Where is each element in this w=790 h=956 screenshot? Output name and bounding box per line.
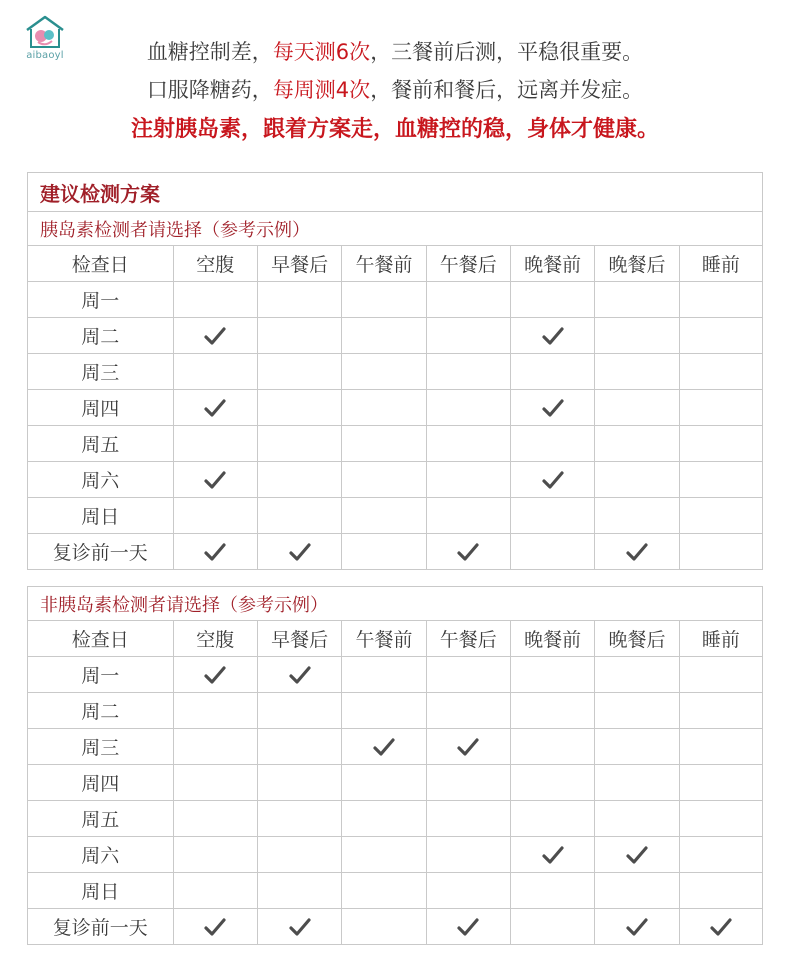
check-cell (510, 390, 594, 426)
check-cell (426, 282, 510, 318)
table-row (28, 354, 763, 390)
non-insulin-plan-table (27, 586, 763, 945)
checkmark-icon (204, 917, 226, 937)
checkmark-icon (542, 398, 564, 418)
checkmark-icon (204, 470, 226, 490)
day-label: 周六 (28, 837, 174, 873)
check-cell (595, 426, 679, 462)
check-cell (342, 657, 426, 693)
check-cell (595, 729, 679, 765)
table-row (28, 282, 763, 318)
check-cell (342, 426, 426, 462)
checkmark-icon (204, 665, 226, 685)
table-row (28, 534, 763, 570)
check-cell (426, 693, 510, 729)
check-cell (257, 426, 341, 462)
check-cell (342, 318, 426, 354)
check-cell (257, 318, 341, 354)
check-cell (257, 390, 341, 426)
checkmark-icon (204, 326, 226, 346)
checkmark-icon (626, 917, 648, 937)
table-row (28, 462, 763, 498)
column-header: 午餐前 (342, 246, 426, 282)
intro-line-1: 血糖控制差，每天测6次，三餐前后测，平稳很重要。 (146, 40, 644, 64)
check-cell (595, 462, 679, 498)
check-cell (595, 534, 679, 570)
column-header: 午餐后 (426, 621, 510, 657)
check-cell (173, 282, 257, 318)
day-label: 周四 (28, 390, 174, 426)
check-cell (679, 462, 762, 498)
check-cell (510, 498, 594, 534)
table-row (28, 837, 763, 873)
check-cell (257, 909, 341, 945)
check-cell (679, 354, 762, 390)
check-cell (257, 873, 341, 909)
check-cell (426, 534, 510, 570)
check-cell (257, 765, 341, 801)
check-cell (173, 534, 257, 570)
day-label: 周四 (28, 765, 174, 801)
checkmark-icon (626, 542, 648, 562)
check-cell (426, 837, 510, 873)
check-cell (173, 873, 257, 909)
check-cell (510, 534, 594, 570)
check-cell (510, 693, 594, 729)
check-cell (173, 354, 257, 390)
check-cell (342, 390, 426, 426)
day-label: 周二 (28, 318, 174, 354)
check-cell (510, 462, 594, 498)
check-cell (595, 693, 679, 729)
checkmark-icon (626, 845, 648, 865)
day-label: 周一 (28, 657, 174, 693)
check-cell (257, 657, 341, 693)
check-cell (257, 693, 341, 729)
column-header: 晚餐前 (510, 621, 594, 657)
day-label: 复诊前一天 (28, 534, 174, 570)
check-cell (173, 837, 257, 873)
intro-line-3: 注射胰岛素，跟着方案走，血糖控的稳，身体才健康。 (130, 117, 659, 142)
insulin-subtitle: 胰岛素检测者请选择（参考示例） (28, 212, 763, 246)
check-cell (342, 498, 426, 534)
day-label: 周五 (28, 426, 174, 462)
table-row (28, 498, 763, 534)
check-cell (679, 426, 762, 462)
check-cell (510, 801, 594, 837)
checkmark-icon (457, 737, 479, 757)
check-cell (342, 534, 426, 570)
header-row (28, 621, 763, 657)
day-label: 复诊前一天 (28, 909, 174, 945)
checkmark-icon (373, 737, 395, 757)
check-cell (173, 426, 257, 462)
table-row (28, 426, 763, 462)
check-cell (342, 729, 426, 765)
checkmark-icon (542, 845, 564, 865)
check-cell (257, 354, 341, 390)
column-header: 睡前 (679, 621, 762, 657)
check-cell (679, 498, 762, 534)
table-row (28, 765, 763, 801)
column-header: 午餐后 (426, 246, 510, 282)
checkmark-icon (204, 542, 226, 562)
table-row (28, 318, 763, 354)
check-cell (595, 390, 679, 426)
check-cell (342, 765, 426, 801)
checkmark-icon (542, 326, 564, 346)
check-cell (257, 801, 341, 837)
check-cell (679, 693, 762, 729)
check-cell (257, 534, 341, 570)
table-row (28, 390, 763, 426)
check-cell (342, 801, 426, 837)
table-row (28, 873, 763, 909)
column-header: 晚餐后 (595, 621, 679, 657)
check-cell (342, 837, 426, 873)
check-cell (342, 873, 426, 909)
non-insulin-subtitle: 非胰岛素检测者请选择（参考示例） (28, 587, 763, 621)
check-cell (510, 657, 594, 693)
column-header: 检查日 (28, 621, 174, 657)
check-cell (679, 801, 762, 837)
intro-line-2: 口服降糖药，每周测4次，餐前和餐后，远离并发症。 (146, 78, 644, 102)
check-cell (510, 426, 594, 462)
column-header: 晚餐后 (595, 246, 679, 282)
checkmark-icon (542, 470, 564, 490)
day-label: 周五 (28, 801, 174, 837)
check-cell (257, 462, 341, 498)
day-label: 周日 (28, 498, 174, 534)
check-cell (426, 390, 510, 426)
check-cell (342, 909, 426, 945)
check-cell (679, 282, 762, 318)
check-cell (510, 873, 594, 909)
checkmark-icon (289, 665, 311, 685)
check-cell (426, 765, 510, 801)
column-header: 检查日 (28, 246, 174, 282)
day-label: 周六 (28, 462, 174, 498)
header-row (28, 246, 763, 282)
plan-title: 建议检测方案 (28, 173, 763, 212)
check-cell (426, 462, 510, 498)
check-cell (173, 462, 257, 498)
check-cell (342, 282, 426, 318)
check-cell (595, 837, 679, 873)
check-cell (173, 801, 257, 837)
check-cell (173, 765, 257, 801)
column-header: 空腹 (173, 621, 257, 657)
check-cell (426, 801, 510, 837)
checkmark-icon (457, 542, 479, 562)
table-row (28, 909, 763, 945)
column-header: 睡前 (679, 246, 762, 282)
check-cell (595, 282, 679, 318)
column-header: 空腹 (173, 246, 257, 282)
check-cell (679, 534, 762, 570)
day-label: 周三 (28, 354, 174, 390)
check-cell (595, 909, 679, 945)
table-row (28, 693, 763, 729)
check-cell (173, 909, 257, 945)
day-label: 周日 (28, 873, 174, 909)
column-header: 早餐后 (257, 621, 341, 657)
check-cell (679, 837, 762, 873)
check-cell (173, 729, 257, 765)
day-label: 周二 (28, 693, 174, 729)
check-cell (679, 873, 762, 909)
insulin-plan-table (27, 172, 763, 570)
checkmark-icon (204, 398, 226, 418)
check-cell (173, 693, 257, 729)
check-cell (679, 765, 762, 801)
check-cell (595, 354, 679, 390)
brand-name: aibaoyl (26, 50, 64, 61)
check-cell (426, 657, 510, 693)
check-cell (426, 426, 510, 462)
table-row (28, 657, 763, 693)
check-cell (173, 657, 257, 693)
check-cell (342, 354, 426, 390)
check-cell (679, 657, 762, 693)
table-row (28, 801, 763, 837)
check-cell (342, 693, 426, 729)
check-cell (510, 729, 594, 765)
check-cell (426, 729, 510, 765)
check-cell (510, 837, 594, 873)
check-cell (595, 657, 679, 693)
check-cell (595, 801, 679, 837)
check-cell (257, 729, 341, 765)
check-cell (426, 873, 510, 909)
check-cell (510, 909, 594, 945)
checkmark-icon (457, 917, 479, 937)
check-cell (342, 462, 426, 498)
checkmark-icon (289, 542, 311, 562)
check-cell (510, 282, 594, 318)
check-cell (426, 354, 510, 390)
check-cell (257, 498, 341, 534)
check-cell (595, 873, 679, 909)
checkmark-icon (289, 917, 311, 937)
column-header: 晚餐前 (510, 246, 594, 282)
check-cell (257, 282, 341, 318)
check-cell (426, 498, 510, 534)
check-cell (679, 318, 762, 354)
check-cell (510, 765, 594, 801)
check-cell (173, 390, 257, 426)
check-cell (679, 909, 762, 945)
column-header: 早餐后 (257, 246, 341, 282)
check-cell (257, 837, 341, 873)
check-cell (595, 498, 679, 534)
check-cell (595, 318, 679, 354)
checkmark-icon (710, 917, 732, 937)
check-cell (510, 354, 594, 390)
check-cell (426, 318, 510, 354)
check-cell (595, 765, 679, 801)
column-header: 午餐前 (342, 621, 426, 657)
check-cell (426, 909, 510, 945)
check-cell (173, 318, 257, 354)
day-label: 周三 (28, 729, 174, 765)
check-cell (679, 729, 762, 765)
check-cell (510, 318, 594, 354)
check-cell (679, 390, 762, 426)
table-row (28, 729, 763, 765)
check-cell (173, 498, 257, 534)
day-label: 周一 (28, 282, 174, 318)
